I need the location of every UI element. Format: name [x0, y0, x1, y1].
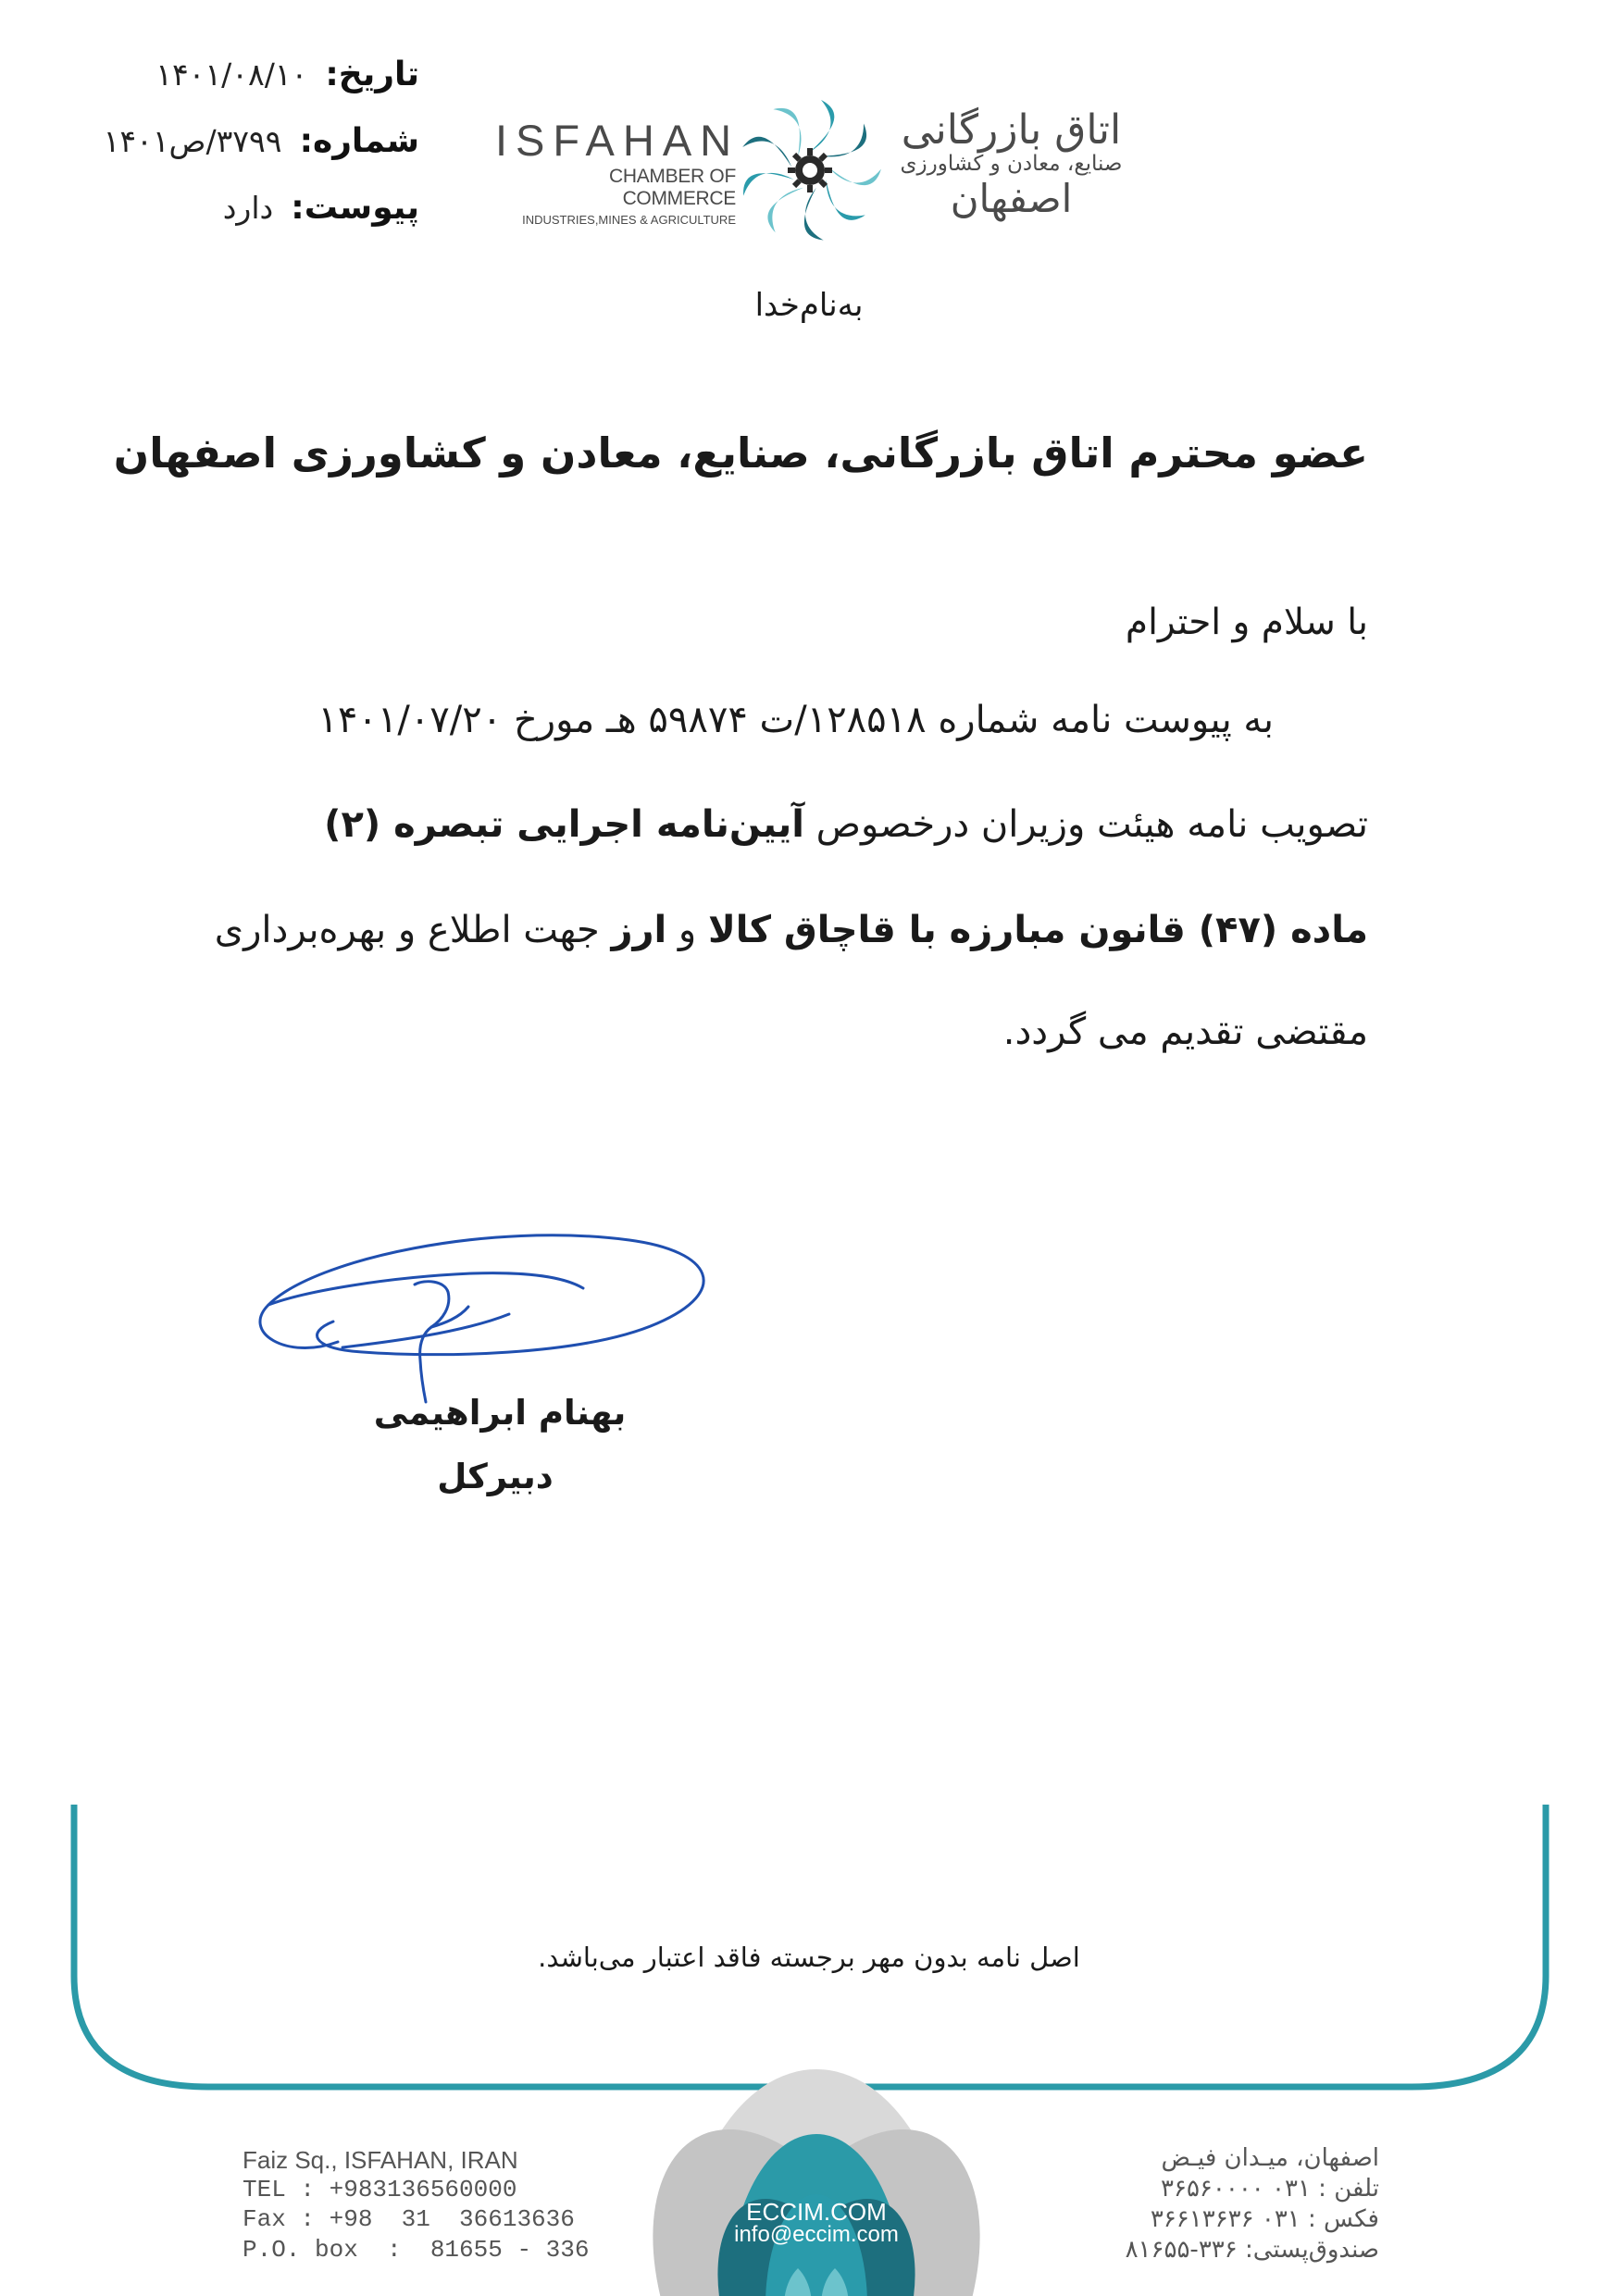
bismillah: به‌نام‌خدا: [754, 287, 864, 324]
body-line-3-bold-a: ماده (۴۷) قانون مبارزه با قاچاق کالا: [707, 909, 1368, 951]
footer-en-tel: TEL : +983136560000: [243, 2176, 517, 2204]
number-row: [104, 122, 419, 160]
number-value: ۳۷۹۹/ص۱۴۰۱: [103, 123, 282, 159]
footer-en-pobox: P.O. box : 81655 - 336: [243, 2235, 590, 2264]
footer-email[interactable]: info@eccim.com: [734, 2222, 899, 2247]
footer-en-address: Faiz Sq., ISFAHAN, IRAN: [243, 2146, 518, 2174]
footer-website[interactable]: ECCIM.COM: [746, 2198, 887, 2226]
body-line-3-normal-a: و: [666, 909, 708, 951]
number-label: شماره:: [299, 122, 419, 160]
footer-web: [696, 2200, 937, 2246]
attachment-label: پیوست:: [291, 189, 419, 227]
footer-english-contact: [243, 2145, 589, 2265]
footer-fa-address: اصفهان، میـدان فیـض: [1161, 2144, 1379, 2172]
body-line-3-normal-b: جهت اطلاع و بهره‌برداری: [214, 909, 612, 951]
attachment-value: دارد: [222, 190, 274, 226]
footer-fa-tel: تلفن : ۰۳۱ ۳۶۵۶۰۰۰۰: [1161, 2175, 1379, 2203]
date-row: [156, 56, 419, 93]
logo-fa-line1: اتاق بازرگانی: [901, 106, 1122, 154]
handwritten-signature: [250, 1203, 731, 1416]
addressee-heading: عضو محترم اتاق بازرگانی، صنایع، معادن و کشاورزی اصفهان: [113, 428, 1368, 478]
footer-fa-pobox: صندوق‌پستی: ۳۳۶-۸۱۶۵۵: [1125, 2236, 1379, 2265]
body-line-3-bold-b: ارز: [611, 909, 667, 951]
logo-en-sub2: INDUSTRIES,MINES & AGRICULTURE: [522, 213, 736, 227]
logo-fa-line3: اصفهان: [950, 175, 1073, 221]
body-line-2: [324, 803, 1368, 846]
body-line-2-bold: آیین‌نامه اجرایی تبصره (۲): [324, 803, 804, 846]
logo-en-main: ISFAHAN: [495, 116, 741, 165]
validity-notice: اصل نامه بدون مهر برجسته فاقد اعتبار می‌باشد.: [538, 1942, 1080, 1973]
attachment-row: [223, 189, 419, 227]
body-line-2-normal: تصویب نامه هیئت وزیران درخصوص: [803, 803, 1368, 846]
signer-name: بهنام ابراهیمی: [373, 1393, 627, 1433]
chamber-emblem-icon: [736, 96, 884, 244]
date-value: ۱۴۰۱/۰۸/۱۰: [156, 56, 308, 93]
footer-en-fax: Fax : +98 31 36613636: [243, 2205, 575, 2234]
body-line-3: [215, 909, 1368, 951]
logo-fa-line2: صنایع، معادن و کشاورزی: [900, 152, 1123, 177]
date-label: تاریخ:: [325, 56, 419, 93]
body-line-4: مقتضی تقدیم می گردد.: [1002, 1011, 1368, 1053]
body-line-1: به پیوست نامه شماره ۱۲۸۵۱۸/ت ۵۹۸۷۴ هـ مورخ ۱۴۰۱/۰۷/۲۰: [317, 699, 1274, 741]
logo-en-sub1: CHAMBER OF COMMERCE: [608, 166, 736, 209]
logo-persian: [889, 106, 1134, 221]
footer-persian-contact: [1126, 2143, 1379, 2265]
greeting: با سلام و احترام: [1125, 602, 1368, 643]
logo-english: [495, 116, 741, 227]
footer-fa-fax: فکس : ۰۳۱ ۳۶۶۱۳۶۳۶: [1150, 2205, 1379, 2234]
signer-title: دبیرکل: [437, 1457, 554, 1496]
